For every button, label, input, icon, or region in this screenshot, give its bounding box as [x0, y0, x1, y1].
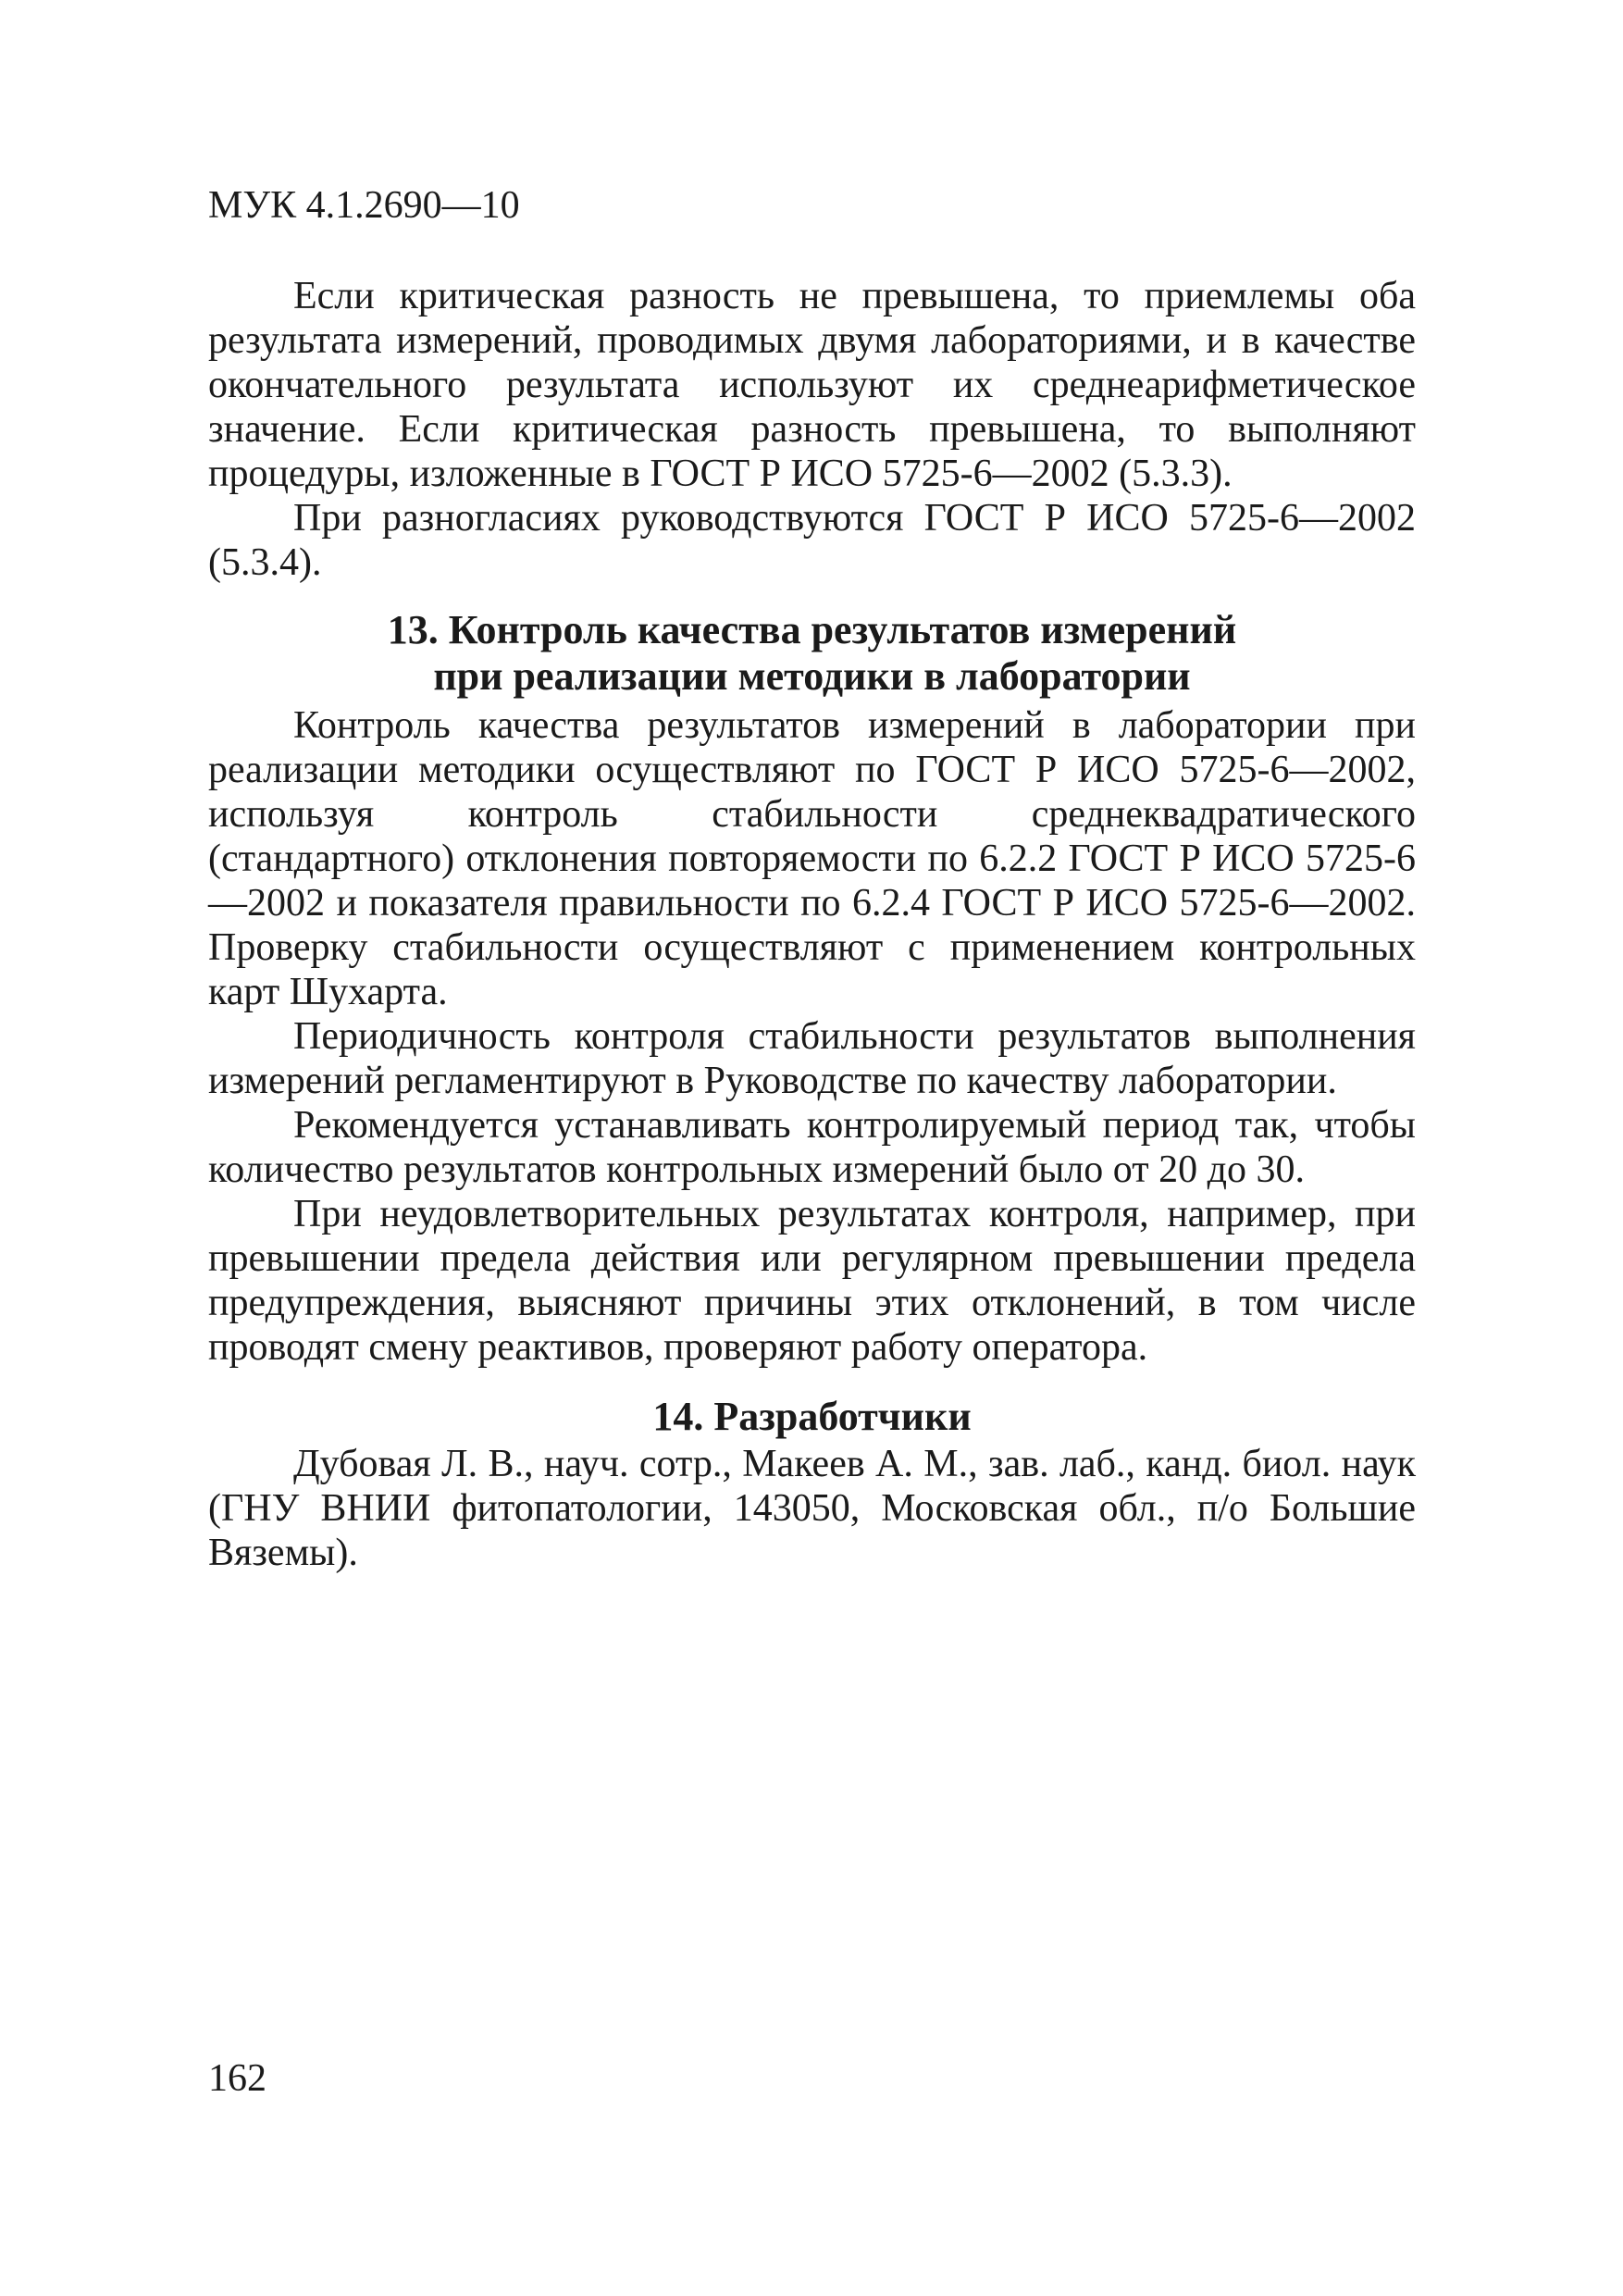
paragraph-unsatisfactory-results: При неудовлетворительных результатах контроля, например, при превышении предела действия или регулярном превышении предела предупреждения, выясняют причины этих отклонений, в том числе проводят смену реактивов, проверяют работу оператора.: [208, 1193, 1416, 1369]
paragraph-critical-difference: Если критическая разность не превышена, то приемлемы оба результата измерений, проводимых двумя лабораториями, и в качестве окончательного результата используют их среднеарифметическое значение. Если критическая разность превышена, то выполняют процедуры, изложенные в ГОСТ Р ИСО 5725-6—2002 (5.3.3).: [208, 275, 1416, 495]
document-code-header: МУК 4.1.2690—10: [208, 184, 520, 227]
page-number: 162: [208, 2057, 266, 2100]
section-14-heading: 14. Разработчики: [652, 1394, 972, 1439]
paragraph-control-frequency: Периодичность контроля стабильности результатов выполнения измерений регламентируют в Руководстве по качеству лаборатории.: [208, 1015, 1416, 1102]
page-body: [208, 274, 1416, 1575]
paragraph-disagreements: При разногласиях руководствуются ГОСТ Р ИСО 5725-6—2002 (5.3.4).: [208, 497, 1416, 584]
section-13-heading-line-2: при реализации методики в лаборатории: [433, 653, 1191, 699]
paragraph-quality-control: Контроль качества результатов измерений в лаборатории при реализации методики осуществляют по ГОСТ Р ИСО 5725-6—2002, используя контроль стабильности среднеквадратического (стандартного) отклонения повторяемости по 6.2.2 ГОСТ Р ИСО 5725-6—2002 и показателя правильности по 6.2.4 ГОСТ Р ИСО 5725-6—2002. Проверку стабильности осуществляют с применением контрольных карт Шухарта.: [208, 704, 1416, 1013]
section-13-heading: [208, 607, 1416, 700]
paragraph-developers: Дубовая Л. В., науч. сотр., Макеев А. М., зав. лаб., канд. биол. наук (ГНУ ВНИИ фитопатологии, 143050, Московская обл., п/о Большие Вяземы).: [208, 1443, 1416, 1574]
section-13-heading-line-1: 13. Контроль качества результатов измерений: [387, 607, 1237, 652]
paragraph-control-period: Рекомендуется устанавливать контролируемый период так, чтобы количество результатов контрольных измерений было от 20 до 30.: [208, 1104, 1416, 1191]
